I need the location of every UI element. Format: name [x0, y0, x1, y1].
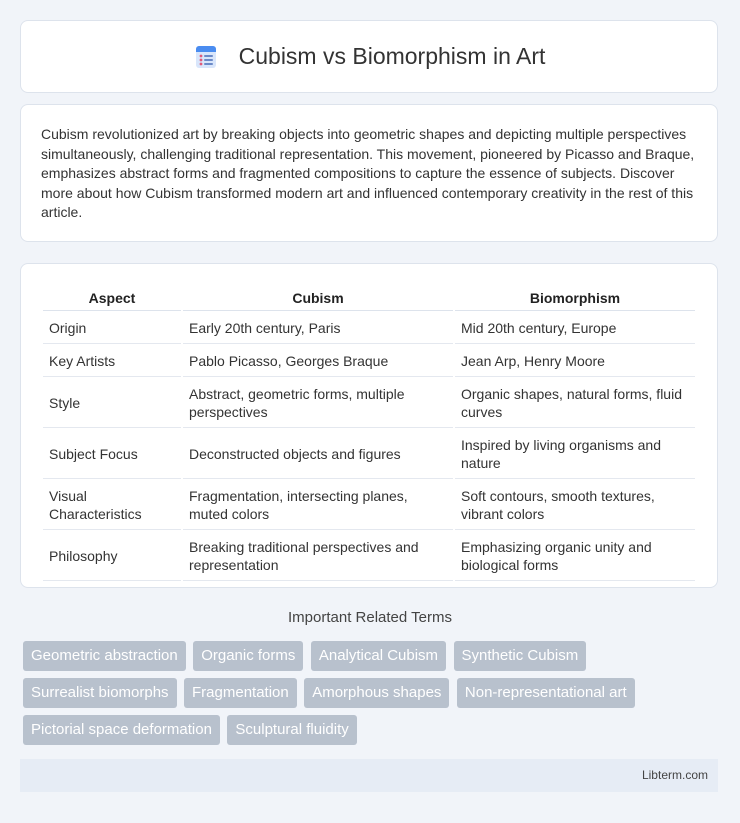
- cell-cubism: Fragmentation, intersecting planes, muted colors: [183, 481, 453, 530]
- related-terms-tags: [23, 641, 723, 752]
- cell-aspect: Subject Focus: [43, 430, 181, 479]
- comparison-table: [41, 284, 697, 583]
- tag-analytical-cubism[interactable]: Analytical Cubism: [311, 641, 446, 671]
- tag-organic-forms[interactable]: Organic forms: [193, 641, 303, 671]
- cell-cubism: Abstract, geometric forms, multiple perspectives: [183, 379, 453, 428]
- tag-non-representational-art[interactable]: Non-representational art: [457, 678, 635, 708]
- document-icon: [193, 44, 219, 70]
- page-title: Cubism vs Biomorphism in Art: [238, 43, 546, 69]
- title-card: [20, 20, 718, 93]
- cell-biomorphism: Mid 20th century, Europe: [455, 313, 695, 344]
- header-biomorphism: Biomorphism: [455, 286, 695, 311]
- tag-synthetic-cubism[interactable]: Synthetic Cubism: [454, 641, 587, 671]
- cell-cubism: Early 20th century, Paris: [183, 313, 453, 344]
- cell-aspect: Style: [43, 379, 181, 428]
- cell-aspect: Philosophy: [43, 532, 181, 581]
- comparison-table-card: [20, 263, 718, 588]
- cell-biomorphism: Organic shapes, natural forms, fluid curves: [455, 379, 695, 428]
- table-row: [43, 532, 695, 581]
- tag-geometric-abstraction[interactable]: Geometric abstraction: [23, 641, 186, 671]
- intro-paragraph: Cubism revolutionized art by breaking objects into geometric shapes and depicting multiple perspectives simultaneously, challenging traditional representation. This movement, pioneered by Picasso and Braque, emphasizes abstract forms and fragmented compositions to capture the essence of subjects. Discover more about how Cubism transformed modern art and influenced contemporary creativity in the rest of this article.: [41, 126, 695, 221]
- cell-biomorphism: Emphasizing organic unity and biological forms: [455, 532, 695, 581]
- cell-aspect: Key Artists: [43, 346, 181, 377]
- cell-cubism: Breaking traditional perspectives and representation: [183, 532, 453, 581]
- cell-biomorphism: Inspired by living organisms and nature: [455, 430, 695, 479]
- tag-amorphous-shapes[interactable]: Amorphous shapes: [304, 678, 449, 708]
- table-row: [43, 430, 695, 479]
- intro-card: [20, 104, 718, 242]
- cell-biomorphism: Soft contours, smooth textures, vibrant colors: [455, 481, 695, 530]
- footer-site-link[interactable]: Libterm.com: [641, 768, 708, 782]
- related-terms-title: Important Related Terms: [288, 609, 452, 626]
- header-cubism: Cubism: [183, 286, 453, 311]
- table-row: [43, 313, 695, 344]
- table-header-row: [43, 286, 695, 311]
- tag-surrealist-biomorphs[interactable]: Surrealist biomorphs: [23, 678, 177, 708]
- tag-pictorial-space-deformation[interactable]: Pictorial space deformation: [23, 715, 220, 745]
- cell-cubism: Pablo Picasso, Georges Braque: [183, 346, 453, 377]
- table-row: [43, 379, 695, 428]
- cell-cubism: Deconstructed objects and figures: [183, 430, 453, 479]
- header-aspect: Aspect: [43, 286, 181, 311]
- table-row: [43, 481, 695, 530]
- cell-aspect: Visual Characteristics: [43, 481, 181, 530]
- table-row: [43, 346, 695, 377]
- tag-fragmentation[interactable]: Fragmentation: [184, 678, 297, 708]
- tag-sculptural-fluidity[interactable]: Sculptural fluidity: [227, 715, 356, 745]
- footer: [20, 759, 718, 792]
- cell-aspect: Origin: [43, 313, 181, 344]
- cell-biomorphism: Jean Arp, Henry Moore: [455, 346, 695, 377]
